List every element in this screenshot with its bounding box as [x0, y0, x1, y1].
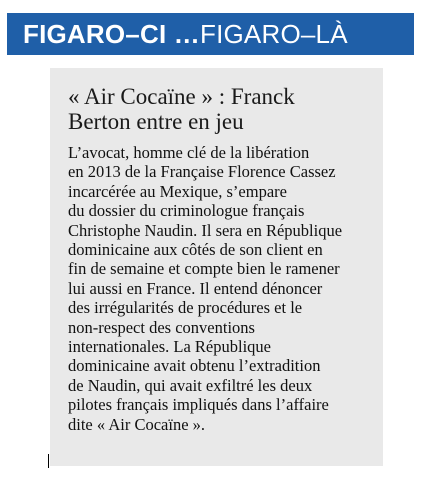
body-line: du dossier du criminologue français — [68, 201, 305, 221]
body-line: dominicaine aux côtés de son client en — [68, 240, 323, 260]
section-banner — [7, 13, 414, 55]
banner-title-part1: FIGARO–CI … — [23, 18, 200, 49]
body-line: dite « Air Cocaïne ». — [68, 414, 206, 434]
body-line: pilotes français impliqués dans l’affaire — [68, 395, 329, 415]
banner-title-part2: FIGARO–LÀ — [200, 18, 348, 49]
text-cursor — [48, 454, 49, 468]
body-line: de Naudin, qui avait exfiltré les deux — [68, 375, 313, 395]
body-line: Christophe Naudin. Il sera en République — [68, 220, 343, 240]
body-line: L’avocat, homme clé de la libération — [68, 143, 310, 162]
body-line: non-respect des conventions — [68, 317, 255, 337]
body-line: internationales. La République — [68, 337, 271, 357]
body-line: fin de semaine et compte bien le ramener — [68, 259, 340, 279]
article-body — [68, 143, 373, 434]
article-headline — [68, 84, 373, 134]
body-line: incarcérée au Mexique, s’empare — [68, 181, 287, 201]
body-line: lui aussi en France. Il entend dénoncer — [68, 278, 323, 298]
article-box — [50, 68, 383, 466]
headline-line: « Air Cocaïne » : Franck — [68, 84, 295, 109]
body-line: dominicaine avait obtenu l’extradition — [68, 356, 321, 376]
headline-line: Berton entre en jeu — [68, 109, 244, 134]
body-line: des irrégularités de procédures et le — [68, 298, 303, 318]
body-line: en 2013 de la Française Florence Cassez — [68, 162, 336, 182]
